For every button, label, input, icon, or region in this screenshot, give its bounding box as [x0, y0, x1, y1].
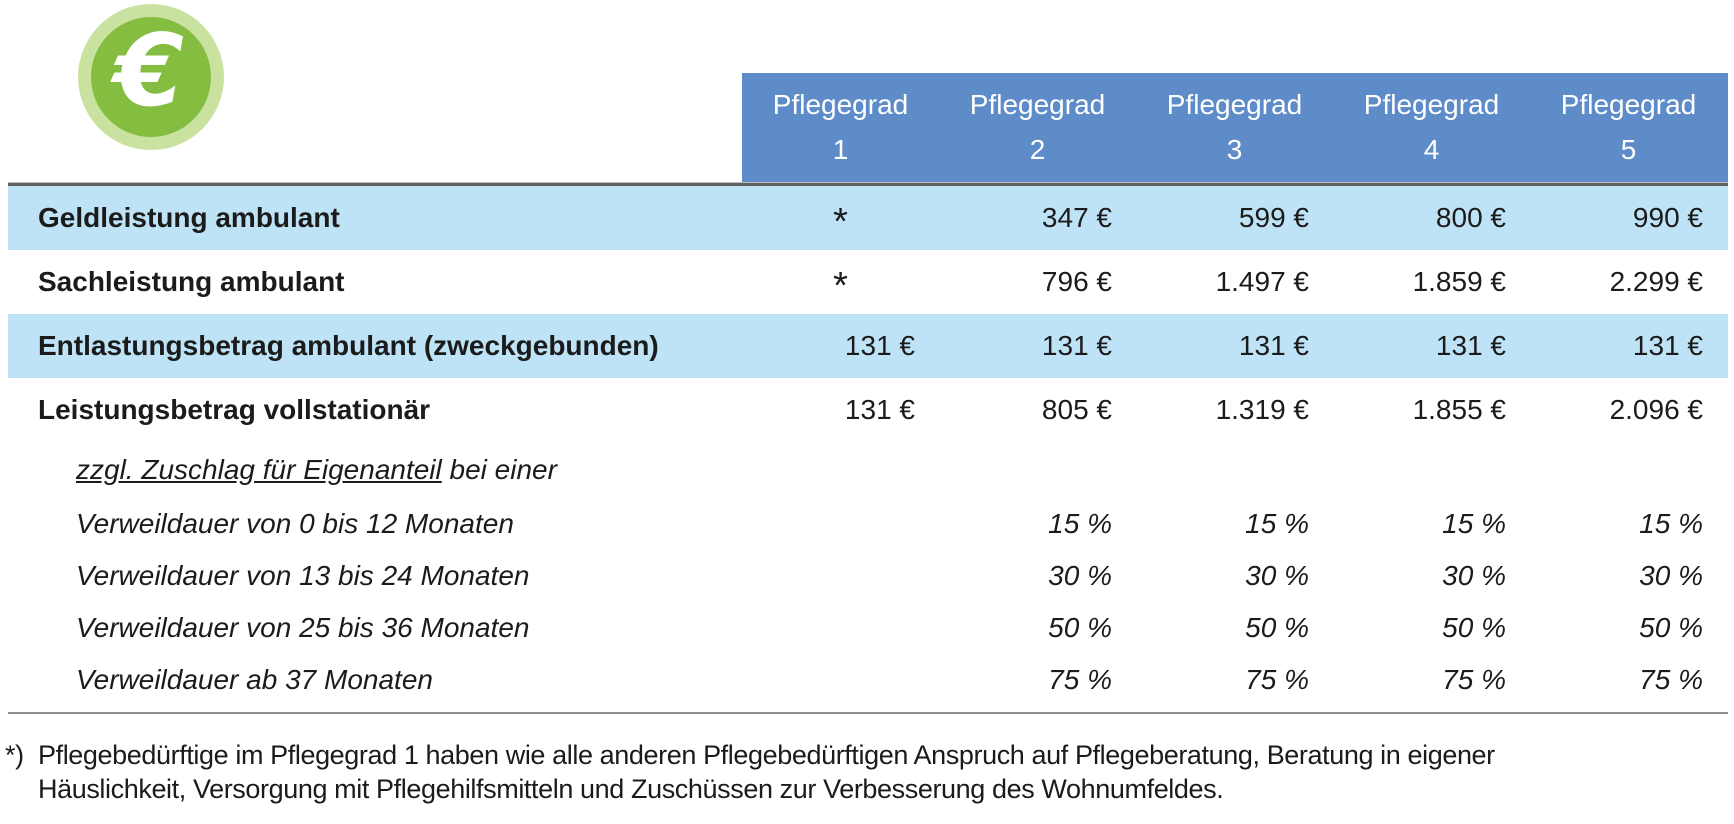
row-label: Entlastungsbetrag ambulant (zweckgebunden): [38, 330, 659, 361]
value-cell: 131 €: [1041, 330, 1112, 361]
header-label: Pflegegrad: [969, 89, 1106, 120]
header-label: Pflegegrad: [1560, 89, 1697, 120]
value-cell: 15 %: [1245, 508, 1309, 539]
row-label: Geldleistung ambulant: [38, 202, 340, 233]
header-pflegegrad-4: [1333, 73, 1530, 182]
value-cell: 75 %: [1245, 664, 1309, 695]
header-pflegegrad-5: [1530, 73, 1727, 182]
row-label-underlined: zzgl. Zuschlag für Eigenanteil: [76, 454, 442, 485]
table-row-sachleistung: [8, 250, 1728, 314]
table-row-leistungsbetrag: [8, 378, 1728, 442]
header-pflegegrad-2: [939, 73, 1136, 182]
value-cell: 990 €: [1632, 202, 1703, 233]
footnote: [5, 738, 1729, 806]
value-cell: 131 €: [844, 394, 915, 425]
value-cell: 15 %: [1442, 508, 1506, 539]
value-cell: 75 %: [1442, 664, 1506, 695]
value-cell: 75 %: [1048, 664, 1112, 695]
value-cell: 1.319 €: [1215, 394, 1309, 425]
table-bottom-rule: [8, 712, 1728, 714]
table-row-verweildauer-ab-37: [8, 654, 1728, 706]
row-label: Verweildauer von 25 bis 36 Monaten: [76, 612, 530, 643]
value-cell: 2.299 €: [1609, 266, 1703, 297]
value-cell: 796 €: [1041, 266, 1112, 297]
value-cell: 15 %: [1048, 508, 1112, 539]
value-cell: 347 €: [1041, 202, 1112, 233]
header-label: Pflegegrad: [1363, 89, 1500, 120]
value-cell: 131 €: [1238, 330, 1309, 361]
value-cell: 50 %: [1245, 612, 1309, 643]
table-row-verweildauer-13-24: [8, 550, 1728, 602]
row-label: Verweildauer von 0 bis 12 Monaten: [76, 508, 514, 539]
value-cell: 15 %: [1639, 508, 1703, 539]
value-cell: 30 %: [1245, 560, 1309, 591]
value-cell: 131 €: [1632, 330, 1703, 361]
table-row-entlastungsbetrag: [8, 314, 1728, 378]
table-row-geldleistung: [8, 186, 1728, 250]
value-cell: 75 %: [1639, 664, 1703, 695]
header-pflegegrad-3: [1136, 73, 1333, 182]
value-cell: 1.497 €: [1215, 266, 1309, 297]
value-cell: 50 %: [1442, 612, 1506, 643]
value-cell: 599 €: [1238, 202, 1309, 233]
row-label: Verweildauer von 13 bis 24 Monaten: [76, 560, 530, 591]
value-cell: 2.096 €: [1609, 394, 1703, 425]
euro-symbol: €: [114, 12, 184, 129]
table-row-verweildauer-25-36: [8, 602, 1728, 654]
value-cell: 50 %: [1048, 612, 1112, 643]
header-label: Pflegegrad: [772, 89, 909, 120]
header-number: 5: [1620, 134, 1637, 165]
value-cell: 800 €: [1435, 202, 1506, 233]
header-number: 4: [1423, 134, 1440, 165]
header-number: 3: [1226, 134, 1243, 165]
value-cell: 30 %: [1048, 560, 1112, 591]
value-cell: *: [833, 265, 848, 307]
footnote-marker: *): [5, 740, 24, 770]
table-header-row: [8, 73, 1728, 182]
value-cell: 805 €: [1041, 394, 1112, 425]
table-row-verweildauer-0-12: [8, 498, 1728, 550]
value-cell: 131 €: [1435, 330, 1506, 361]
footnote-text: [38, 738, 1495, 806]
value-cell: 50 %: [1639, 612, 1703, 643]
row-label: [8, 454, 742, 486]
header-number: 2: [1029, 134, 1046, 165]
row-label: Leistungsbetrag vollstationär: [38, 394, 431, 425]
footnote-line-1: Pflegebedürftige im Pflegegrad 1 haben wie alle anderen Pflegebedürftigen Anspruch auf Pflegeberatung, Beratung in eigener: [38, 740, 1495, 770]
table-row-zuschlag-eigenanteil: [8, 442, 1728, 498]
value-cell: 30 %: [1639, 560, 1703, 591]
value-cell: 1.859 €: [1412, 266, 1506, 297]
header-cells: [742, 73, 1728, 182]
value-cell: 131 €: [844, 330, 915, 361]
header-spacer: [8, 73, 742, 182]
row-label: Verweildauer ab 37 Monaten: [76, 664, 433, 695]
value-cell: 1.855 €: [1412, 394, 1506, 425]
header-label: Pflegegrad: [1166, 89, 1303, 120]
row-label: Sachleistung ambulant: [38, 266, 345, 297]
value-cell: *: [833, 201, 848, 243]
value-cell: 30 %: [1442, 560, 1506, 591]
header-number: 1: [832, 134, 849, 165]
row-label-rest: bei einer: [441, 454, 557, 485]
header-pflegegrad-1: [742, 73, 939, 182]
footnote-line-2: Häuslichkeit, Versorgung mit Pflegehilfsmitteln und Zuschüssen zur Verbesserung des Wohnumfeldes.: [38, 774, 1224, 804]
care-benefits-table: [8, 73, 1728, 714]
